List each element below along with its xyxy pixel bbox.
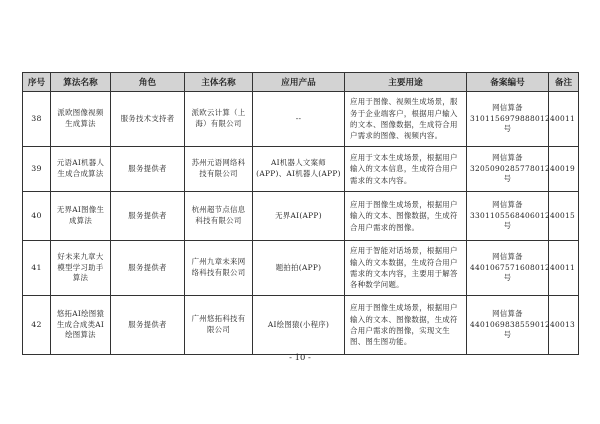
table-header-row (23, 73, 579, 92)
cell-entity: 广州九章未来网络科技有限公司 (185, 241, 253, 296)
cell-algorithm: 元语AI机器人生成合成算法 (51, 147, 111, 192)
cell-filing: 网信算备310115697988801240011号 (467, 92, 549, 147)
cell-algorithm: 无界AI图像生成算法 (51, 192, 111, 241)
cell-purpose: 应用于图像生成场景，根据用户输入的文本、图像数据，生成符合用户需求的图像。 (345, 192, 467, 241)
cell-no: 38 (23, 92, 51, 147)
filing-table-container (22, 72, 578, 355)
cell-no: 42 (23, 296, 51, 355)
header-entity: 主体名称 (185, 73, 253, 92)
cell-no: 39 (23, 147, 51, 192)
table-row (23, 192, 579, 241)
cell-filing: 网信算备320509028577801240019号 (467, 147, 549, 192)
header-algorithm: 算法名称 (51, 73, 111, 92)
page-number: - 10 - (289, 352, 311, 362)
cell-entity: 苏州元语网络科技有限公司 (185, 147, 253, 192)
cell-filing: 网信算备440106983855901240013号 (467, 296, 549, 355)
cell-entity: 广州悠拓科技有限公司 (185, 296, 253, 355)
cell-no: 40 (23, 192, 51, 241)
table-row (23, 296, 579, 355)
cell-product: AI绘图猿(小程序) (253, 296, 345, 355)
cell-purpose: 应用于智能对话场景，根据用户输入的文本数据，生成符合用户需求的文本内容，主要用于解答各种数学问题。 (345, 241, 467, 296)
header-purpose: 主要用途 (345, 73, 467, 92)
header-remark: 备注 (549, 73, 579, 92)
cell-product: 无界AI(APP) (253, 192, 345, 241)
cell-purpose: 应用于图像、视频生成场景，服务于企业端客户，根据用户输入的文本、图像数据，生成符合用户需求的图像、视频内容。 (345, 92, 467, 147)
header-role: 角色 (111, 73, 185, 92)
cell-product: AI机器人文案师(APP)、AI机器人(APP) (253, 147, 345, 192)
cell-algorithm: 派欧图像视频生成算法 (51, 92, 111, 147)
cell-entity: 派欧云计算（上海）有限公司 (185, 92, 253, 147)
cell-no: 41 (23, 241, 51, 296)
cell-filing: 网信算备330110556840601240015号 (467, 192, 549, 241)
cell-role: 服务提供者 (111, 296, 185, 355)
algorithm-filing-table (22, 72, 579, 355)
cell-role: 服务提供者 (111, 192, 185, 241)
cell-role: 服务提供者 (111, 241, 185, 296)
cell-purpose: 应用于图像生成场景，根据用户输入的文本、图像数据，生成符合用户需求的图像，实现文生图、图生图功能。 (345, 296, 467, 355)
cell-purpose: 应用于文本生成场景，根据用户输入的文本信息，生成符合用户需求的文本内容。 (345, 147, 467, 192)
cell-algorithm: 好未来九章大模型学习助手算法 (51, 241, 111, 296)
table-row (23, 147, 579, 192)
cell-product: -- (253, 92, 345, 147)
table-row (23, 92, 579, 147)
header-no: 序号 (23, 73, 51, 92)
cell-role: 服务提供者 (111, 147, 185, 192)
cell-filing: 网信算备440106757160801240011号 (467, 241, 549, 296)
table-row (23, 241, 579, 296)
cell-algorithm: 悠拓AI绘图猿生成合成类AI绘图算法 (51, 296, 111, 355)
cell-entity: 杭州超节点信息科技有限公司 (185, 192, 253, 241)
header-product: 应用产品 (253, 73, 345, 92)
cell-role: 服务技术支持者 (111, 92, 185, 147)
header-filing: 备案编号 (467, 73, 549, 92)
cell-product: 题拍拍(APP) (253, 241, 345, 296)
